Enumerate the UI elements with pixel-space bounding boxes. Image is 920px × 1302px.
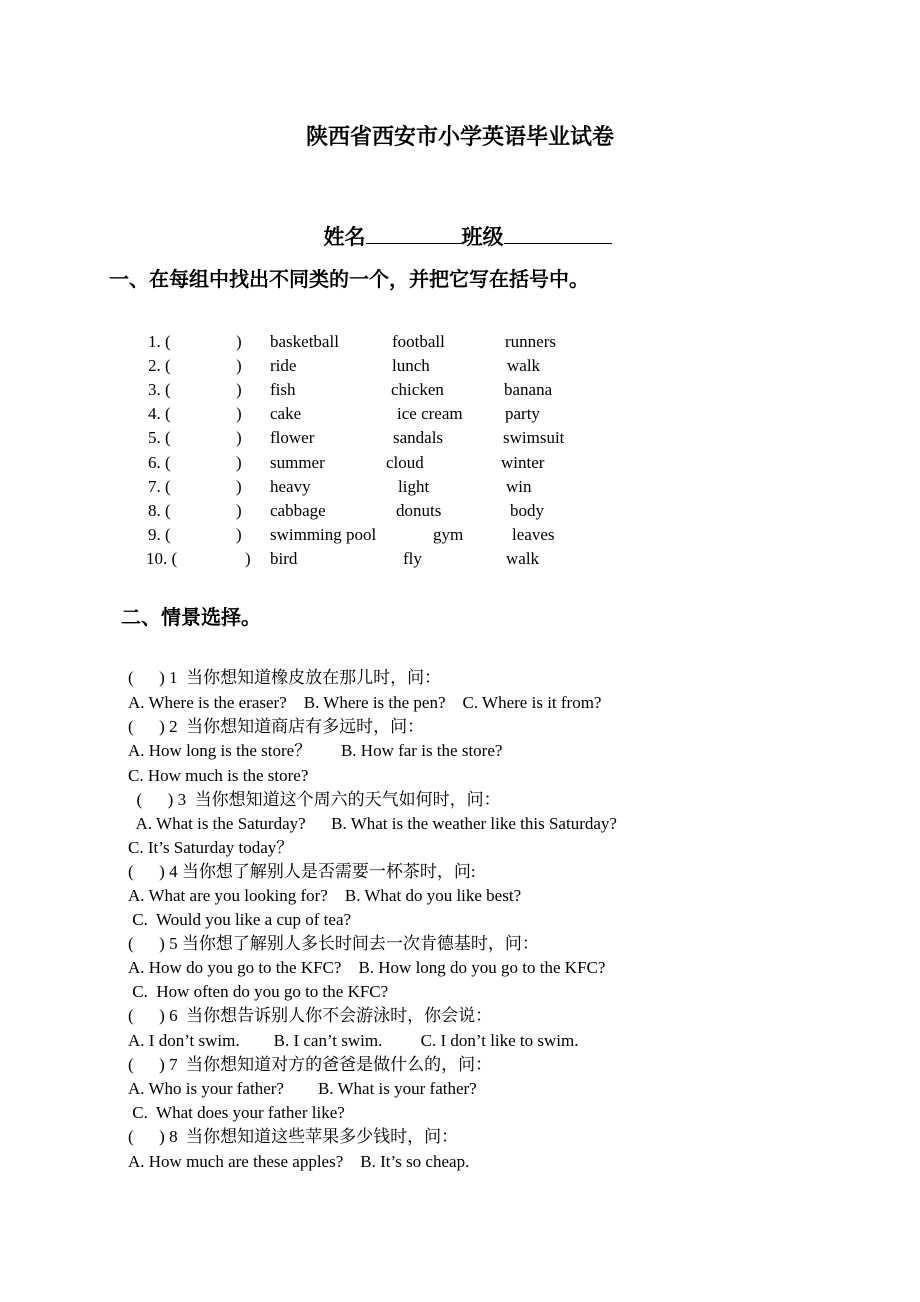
answer-options-line: A. Who is your father? B. What is your father? — [128, 1079, 477, 1098]
question-line: ( ) 7 当你想知道对方的爸爸是做什么的，问： — [128, 1055, 493, 1074]
item-number: 1. ( — [148, 332, 171, 351]
word-option: basketball — [270, 332, 339, 351]
section1-heading: 一、在每组中找出不同类的一个，并把它写在括号中。 — [109, 269, 589, 291]
answer-options-line: A. I don’t swim. B. I can’t swim. C. I don’t like to swim. — [128, 1031, 579, 1050]
question-line: ( ) 5 当你想了解别人多长时间去一次肯德基时，问： — [128, 934, 539, 953]
word-option: leaves — [512, 524, 555, 544]
answer-bracket-close: ) — [236, 332, 242, 351]
word-option: win — [506, 476, 532, 496]
name-blank[interactable] — [366, 223, 462, 244]
section2-heading: 二、情景选择。 — [121, 607, 261, 629]
item-number: 8. ( — [148, 500, 171, 520]
word-option: football — [392, 332, 445, 351]
answer-options-line: C. It’s Saturday today？ — [128, 838, 294, 857]
word-option: winter — [501, 452, 545, 472]
word-option: fish — [270, 380, 296, 400]
answer-options-line: C. Would you like a cup of tea? — [128, 910, 352, 929]
word-option: bird — [270, 548, 298, 568]
answer-options-line: A. How much are these apples? B. It’s so cheap. — [128, 1152, 470, 1171]
item-number: 9. ( — [148, 524, 171, 544]
word-option: banana — [504, 380, 553, 400]
answer-bracket-close: ) — [236, 500, 242, 520]
item-number: 5. ( — [148, 428, 171, 448]
item-number: 4. ( — [148, 404, 171, 424]
item-number: 2. ( — [148, 356, 171, 376]
answer-bracket-close: ) — [245, 548, 251, 568]
word-option: lunch — [392, 356, 430, 376]
answer-options-line: A. What are you looking for? B. What do you like best? — [128, 886, 522, 905]
word-option: cabbage — [270, 500, 326, 520]
word-option: donuts — [396, 500, 442, 520]
question-line: ( ) 1 当你想知道橡皮放在那儿时，问： — [128, 668, 442, 687]
answer-bracket-close: ) — [236, 404, 242, 424]
answer-options-line: A. How long is the store？ B. How far is the store? — [128, 741, 503, 760]
word-option: cloud — [386, 452, 424, 472]
word-option: ice cream — [397, 404, 463, 424]
item-number: 10. ( — [146, 548, 178, 568]
item-number: 3. ( — [148, 380, 171, 400]
answer-options-line: C. How much is the store? — [128, 766, 309, 785]
word-option: walk — [506, 548, 540, 568]
word-option: runners — [505, 332, 556, 351]
word-option: swimming pool — [270, 524, 377, 544]
question-line: ( ) 4 当你想了解别人是否需要一杯茶时，问: — [128, 862, 476, 881]
item-number: 6. ( — [148, 452, 171, 472]
question-line: ( ) 2 当你想知道商店有多远时，问： — [128, 717, 425, 736]
question-line: ( ) 8 当你想知道这些苹果多少钱时，问： — [128, 1127, 459, 1146]
word-option: summer — [270, 452, 325, 472]
word-option: walk — [507, 356, 541, 376]
question-line: ( ) 3 当你想知道这个周六的天气如何时，问： — [128, 790, 501, 809]
question-line: ( ) 6 当你想告诉别人你不会游泳时，你会说： — [128, 1006, 493, 1025]
class-label: 班级 — [461, 225, 504, 249]
answer-bracket-close: ) — [236, 428, 242, 448]
word-option: heavy — [270, 476, 311, 496]
word-option: party — [505, 404, 540, 424]
answer-bracket-close: ) — [236, 380, 242, 400]
name-class-row — [313, 195, 612, 251]
word-option: flower — [270, 428, 315, 448]
answer-bracket-close: ) — [236, 524, 242, 544]
answer-options-line: A. Where is the eraser? B. Where is the pen? C. Where is it from? — [128, 693, 602, 712]
answer-options-line: A. What is the Saturday? B. What is the weather like this Saturday? — [128, 814, 617, 833]
answer-bracket-close: ) — [236, 452, 242, 472]
word-option: body — [510, 500, 544, 520]
answer-options-line: C. What does your father like? — [128, 1103, 345, 1122]
page-title: 陕西省西安市小学英语毕业试卷 — [305, 124, 614, 149]
answer-bracket-close: ) — [236, 476, 242, 496]
answer-bracket-close: ) — [236, 356, 242, 376]
word-option: cake — [270, 404, 302, 424]
word-option: gym — [433, 524, 464, 544]
item-number: 7. ( — [148, 476, 171, 496]
word-option: ride — [270, 356, 297, 376]
word-option: fly — [403, 548, 422, 568]
word-option: chicken — [391, 380, 444, 400]
word-option: sandals — [393, 428, 444, 448]
word-option: light — [398, 476, 430, 496]
word-option: swimsuit — [503, 428, 565, 448]
answer-options-line: C. How often do you go to the KFC? — [128, 982, 389, 1001]
answer-options-line: A. How do you go to the KFC? B. How long do you go to the KFC? — [128, 958, 606, 977]
class-blank[interactable] — [504, 223, 612, 244]
name-label: 姓名 — [323, 225, 366, 249]
